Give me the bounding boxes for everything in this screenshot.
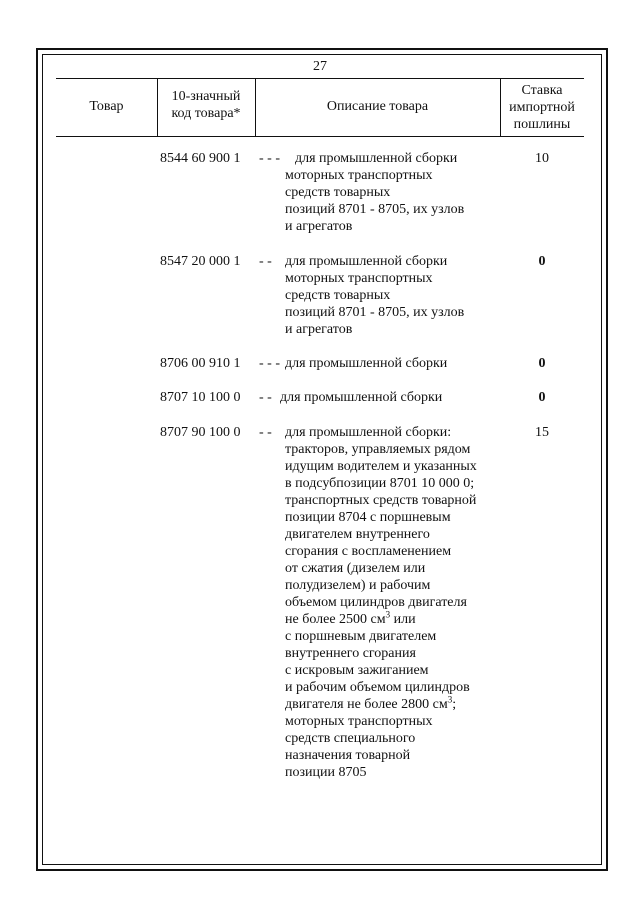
row-5-desc-line: транспортных средств товарной: [285, 493, 477, 508]
row-1-desc-line: для промышленной сборки: [295, 151, 458, 166]
row-5-desc-line: для промышленной сборки:: [285, 425, 452, 440]
row-3-prefix: - - -: [259, 356, 280, 371]
header-bottom-rule: [56, 136, 584, 137]
row-4-rate: 0: [538, 390, 546, 405]
header-goods: Товар: [89, 99, 124, 114]
row-4-desc-line: для промышленной сборки: [280, 390, 443, 405]
cubic-superscript: 3: [385, 609, 391, 620]
row-5-desc-text: двигателя не более 2800 см: [285, 697, 448, 712]
row-4-code: 8707 10 100 0: [160, 390, 241, 405]
header-description: Описание товара: [326, 99, 429, 114]
row-5-desc-line: позиции 8705: [285, 765, 367, 780]
row-2-desc-line: и агрегатов: [285, 322, 353, 337]
row-3-desc-line: для промышленной сборки: [285, 356, 448, 371]
row-5-desc-line: назначения товарной: [285, 748, 411, 763]
row-2-desc-line: средств товарных: [285, 288, 391, 303]
row-5-desc-line: двигателем внутреннего: [285, 527, 430, 542]
row-5-desc-line: сгорания с воспламенением: [285, 544, 452, 559]
row-5-desc-text: ;: [452, 697, 457, 712]
row-5-desc-line: в подсубпозиции 8701 10 000 0;: [285, 476, 475, 491]
row-1-prefix: - - -: [259, 151, 280, 166]
row-1-desc-line: и агрегатов: [285, 219, 353, 234]
row-2-desc-line: для промышленной сборки: [285, 254, 448, 269]
row-5-desc-line: от сжатия (дизелем или: [285, 561, 426, 576]
row-5-desc-line: средств специального: [285, 731, 416, 746]
row-5-rate: 15: [535, 425, 549, 440]
row-2-prefix: - -: [259, 254, 272, 269]
row-5-desc-text: не более 2500 см: [285, 612, 386, 627]
row-5-desc-line: объемом цилиндров двигателя: [285, 595, 467, 610]
row-5-desc-line: полудизелем) и рабочим: [285, 578, 431, 593]
row-1-desc-line: средств товарных: [285, 185, 391, 200]
header-top-rule: [56, 78, 584, 79]
header-rate-line1: Ставка: [521, 83, 563, 98]
row-2-desc-line: позиций 8701 - 8705, их узлов: [285, 305, 465, 320]
row-2-desc-line: моторных транспортных: [285, 271, 433, 286]
header-rate-line2: импортной: [509, 100, 575, 115]
row-1-rate: 10: [535, 151, 549, 166]
row-5-desc-line: идущим водителем и указанных: [285, 459, 477, 474]
cubic-superscript: 3: [447, 694, 453, 705]
header-code-line2: код товара*: [171, 106, 241, 121]
row-2-code: 8547 20 000 1: [160, 254, 241, 269]
row-5-desc-line: тракторов, управляемых рядом: [285, 442, 471, 457]
row-5-desc-line: и рабочим объемом цилиндров: [285, 680, 470, 695]
row-4-prefix: - -: [259, 390, 272, 405]
row-5-desc-line: моторных транспортных: [285, 714, 433, 729]
row-5-desc-line: [285, 611, 416, 628]
row-1-desc-line: моторных транспортных: [285, 168, 433, 183]
row-1-code: 8544 60 900 1: [160, 151, 241, 166]
page-number: 27: [313, 59, 327, 74]
row-5-desc-line: с поршневым двигателем: [285, 629, 437, 644]
row-3-code: 8706 00 910 1: [160, 356, 241, 371]
row-5-code: 8707 90 100 0: [160, 425, 241, 440]
row-2-rate: 0: [538, 254, 546, 269]
row-5-desc-line: внутреннего сгорания: [285, 646, 416, 661]
row-3-rate: 0: [538, 356, 546, 371]
header-code-line1: 10-значный: [171, 89, 241, 104]
row-5-desc-text: или: [390, 612, 416, 627]
row-5-desc-line: [285, 696, 456, 713]
row-1-desc-line: позиций 8701 - 8705, их узлов: [285, 202, 465, 217]
header-rate-line3: пошлины: [513, 117, 571, 132]
row-5-desc-line: с искровым зажиганием: [285, 663, 429, 678]
row-5-prefix: - -: [259, 425, 272, 440]
row-5-desc-line: позиции 8704 с поршневым: [285, 510, 451, 525]
